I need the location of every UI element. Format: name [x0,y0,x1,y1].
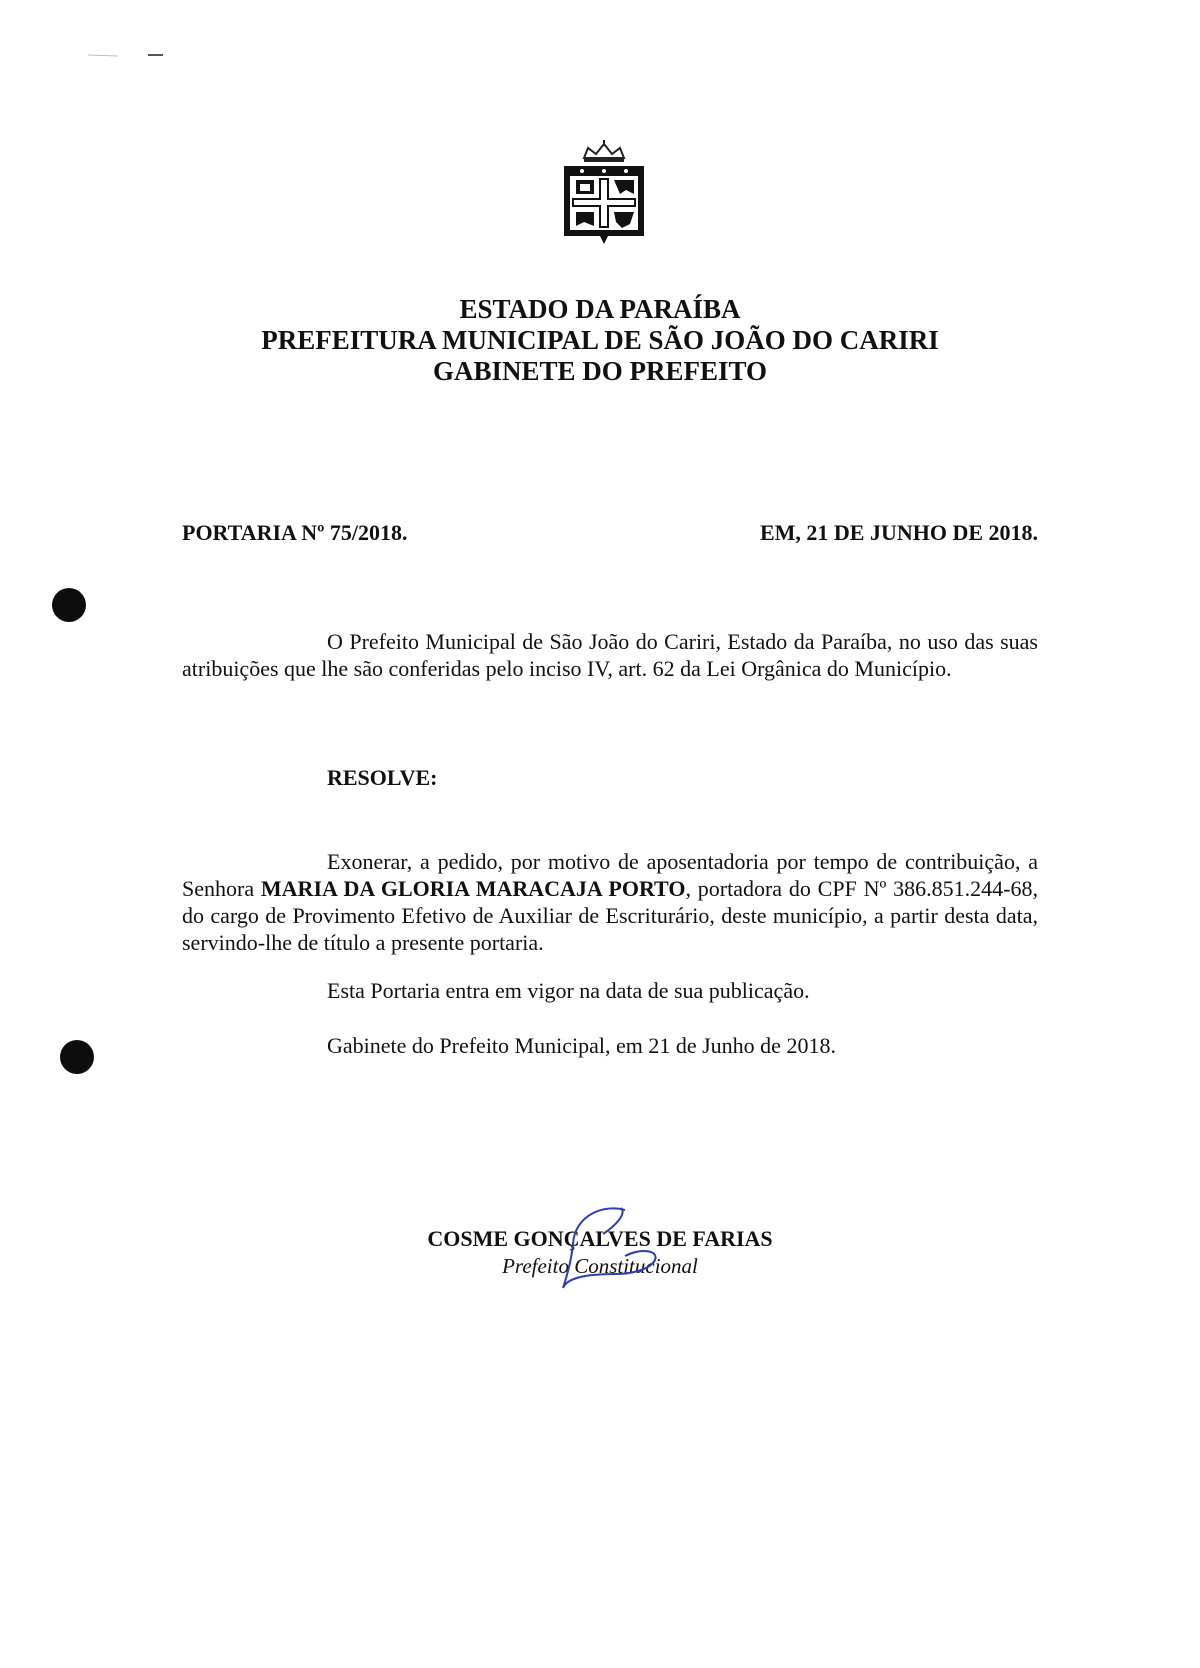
decision-text-after: , portadora do CPF Nº 386.851.244-68, do cargo de Provimento Efetivo de Auxiliar de Escriturário, deste município, a partir desta data, servindo-lhe de título a presente portaria. [182,876,1038,955]
decision-text-before: Exonerar, a pedido, por motivo de aposentadoria por tempo de contribuição, a Senhora [182,849,1038,901]
resolve-heading: RESOLVE: [327,765,438,790]
handwritten-signature-icon [555,1204,665,1292]
municipal-coat-of-arms-icon [560,140,648,252]
portaria-date: EM, 21 DE JUNHO DE 2018. [759,520,1038,545]
office-name: GABINETE DO PREFEITO [432,356,768,386]
punch-hole [60,1040,94,1074]
portaria-number: PORTARIA Nº 75/2018. [182,520,408,545]
effective-paragraph: Esta Portaria entra em vigor na data de sua publicação. [327,978,810,1003]
municipality-name: PREFEITURA MUNICIPAL DE SÃO JOÃO DO CARIRI [261,325,939,355]
closing-paragraph: Gabinete do Prefeito Municipal, em 21 de Junho de 2018. [327,1033,836,1058]
signatory-name: COSME GONÇALVES DE FARIAS [427,1226,773,1251]
signatory-title: Prefeito Constitucional [502,1254,698,1278]
person-name: MARIA DA GLORIA MARACAJA PORTO [260,876,686,901]
punch-hole [52,588,86,622]
intro-paragraph: O Prefeito Municipal de São João do Cariri, Estado da Paraíba, no uso das suas atribuições que lhe são conferidas pelo inciso IV, art. 62 da Lei Orgânica do Município. [182,629,1038,681]
document-header [0,294,1200,387]
state-name: ESTADO DA PARAÍBA [459,294,741,324]
decision-paragraph [182,848,1038,956]
scan-artifact [88,50,178,60]
